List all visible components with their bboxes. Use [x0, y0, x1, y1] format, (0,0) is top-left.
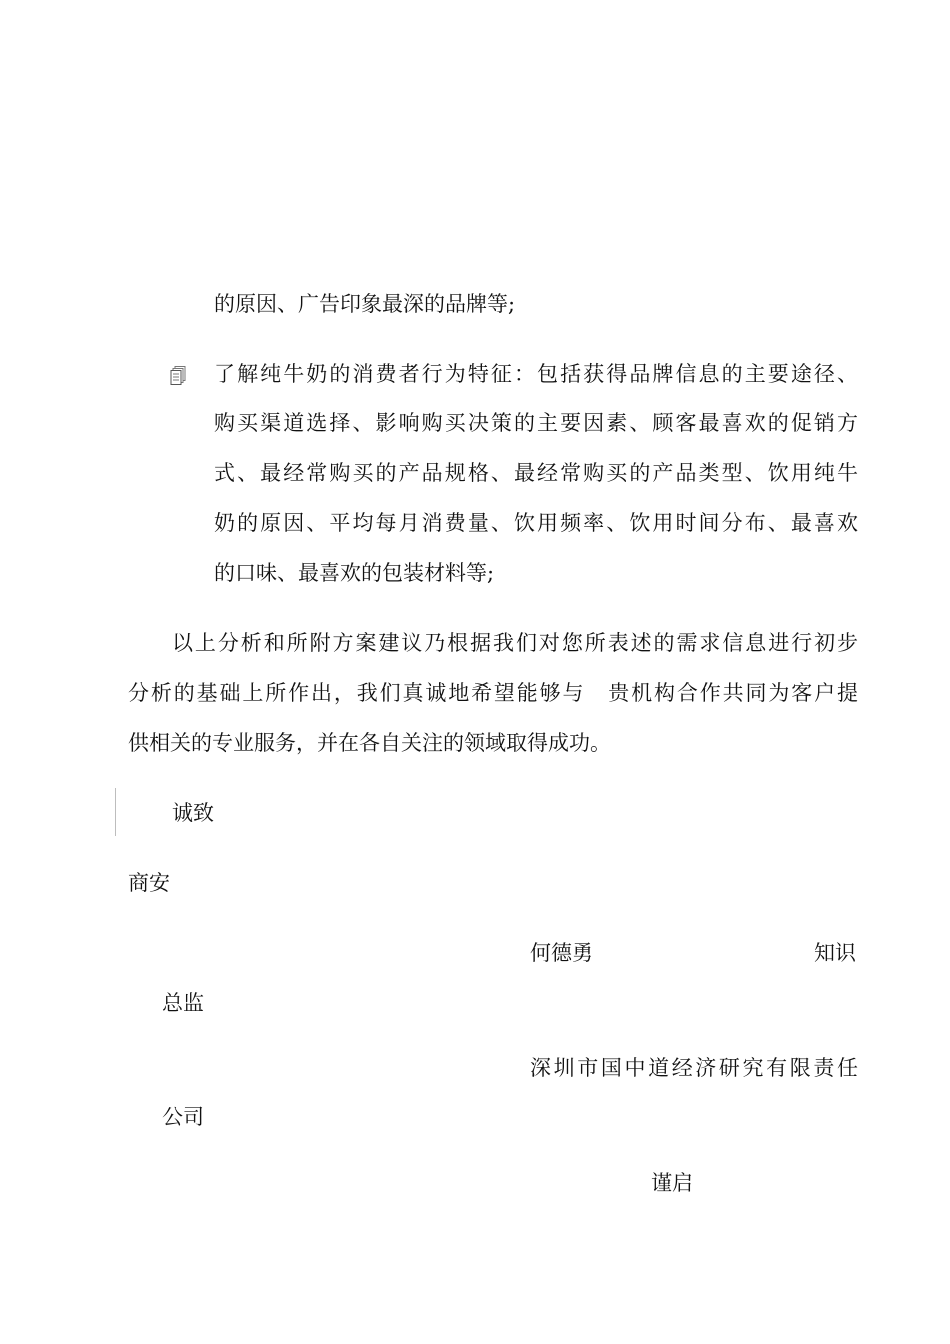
bullet-line-5: 的口味、最喜欢的包装材料等;	[214, 561, 495, 585]
signature-company-part2: 公司	[162, 1105, 204, 1129]
signature-title-part1: 知识	[814, 941, 856, 965]
bullet-prev-tail: 的原因、广告印象最深的品牌等;	[214, 292, 516, 316]
salutation: 诚致	[172, 801, 214, 825]
closing-paragraph-line-3: 供相关的专业服务，并在各自关注的领域取得成功。	[128, 731, 611, 755]
closing-paragraph-line-2: 分析的基础上所作出，我们真诚地希望能够与 贵机构合作共同为客户提	[128, 681, 858, 705]
bullet-line-1: 了解纯牛奶的消费者行为特征：包括获得品牌信息的主要途径、	[214, 362, 858, 386]
signature-name: 何德勇	[530, 941, 593, 965]
signature-company-part1: 深圳市国中道经济研究有限责任	[530, 1056, 858, 1080]
document-stack-icon	[170, 366, 186, 386]
signature-title-part2: 总监	[162, 991, 204, 1015]
salutation-continued: 商安	[128, 871, 170, 895]
bullet-line-3: 式、最经常购买的产品规格、最经常购买的产品类型、饮用纯牛	[214, 461, 858, 485]
bullet-line-4: 奶的原因、平均每月消费量、饮用频率、饮用时间分布、最喜欢	[214, 511, 858, 535]
signature-closing: 谨启	[651, 1171, 693, 1195]
margin-change-bar	[115, 788, 116, 836]
bullet-line-2: 购买渠道选择、影响购买决策的主要因素、顾客最喜欢的促销方	[214, 411, 858, 435]
closing-paragraph-line-1: 以上分析和所附方案建议乃根据我们对您所表述的需求信息进行初步	[172, 631, 858, 655]
